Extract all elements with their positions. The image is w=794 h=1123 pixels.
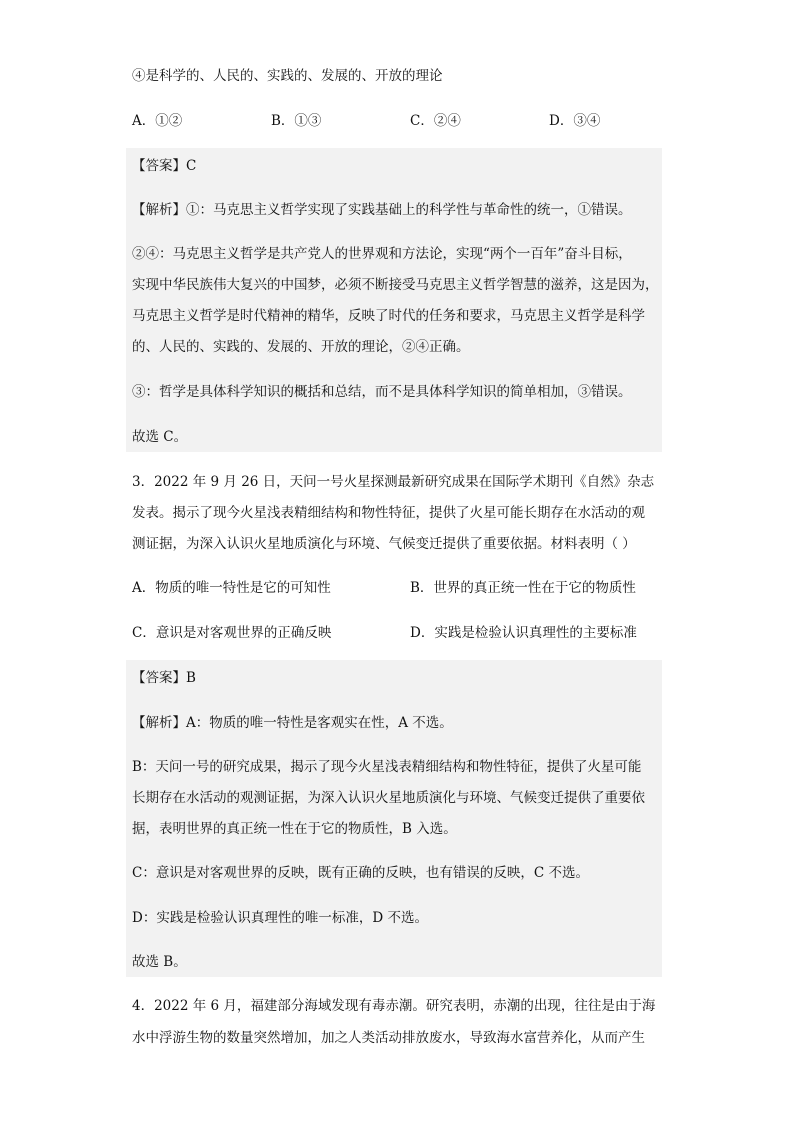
q2-analysis-line: 实现中华民族伟大复兴的中国梦，必须不断接受马克思主义哲学智慧的滋养，这是因为，: [132, 277, 659, 293]
q3-analysis-line: D：实践是检验认识真理性的唯一标准，D 不选。: [132, 910, 428, 926]
q2-choice-a[interactable]: A．①②: [132, 113, 183, 129]
q2-analysis-line: 的、人民的、实践的、发展的、开放的理论，②④正确。: [132, 339, 470, 355]
q3-stem-line: 发表。揭示了现今火星浅表精细结构和物性特征，提供了火星可能长期存在水活动的观: [132, 505, 645, 521]
q3-stem-line: 3．2022 年 9 月 26 日，天问一号火星探测最新研究成果在国际学术期刊《自然》杂志: [132, 474, 655, 490]
q3-conclusion: 故选 B。: [132, 954, 187, 970]
q2-option-4-statement: ④是科学的、人民的、实践的、发展的、开放的理论: [132, 68, 443, 84]
q3-answer: 【答案】B: [132, 670, 196, 686]
q3-stem-line: 测证据，为深入认识火星地质演化与环境、气候变迁提供了重要依据。材料表明（ ）: [132, 536, 636, 552]
q3-choice-b[interactable]: B．世界的真正统一性在于它的物质性: [410, 580, 636, 596]
q4-stem-line: 水中浮游生物的数量突然增加，加之人类活动排放废水，导致海水富营养化，从而产生: [132, 1030, 645, 1046]
q2-analysis-line: ③：哲学是具体科学知识的概括和总结，而不是具体科学知识的简单相加，③错误。: [132, 384, 632, 400]
q3-analysis-line: 长期存在水活动的观测证据，为深入认识火星地质演化与环境、气候变迁提供了重要依: [132, 790, 645, 806]
q3-choice-a[interactable]: A．物质的唯一特性是它的可知性: [132, 580, 331, 596]
q3-analysis-line: 【解析】A：物质的唯一特性是客观实在性，A 不选。: [132, 715, 453, 731]
q3-choice-c[interactable]: C．意识是对客观世界的正确反映: [132, 625, 332, 641]
q2-analysis-line: 马克思主义哲学是时代精神的精华，反映了时代的任务和要求，马克思主义哲学是科学: [132, 308, 645, 324]
q3-choice-d[interactable]: D．实践是检验认识真理性的主要标准: [410, 625, 637, 641]
answer-block-q2: [126, 148, 662, 452]
q2-choice-b[interactable]: B．①③: [271, 113, 322, 129]
q2-analysis-line: ②④：马克思主义哲学是共产党人的世界观和方法论，实现“两个一百年”奋斗目标，: [132, 246, 632, 262]
q3-analysis-line: 据，表明世界的真正统一性在于它的物质性，B 入选。: [132, 821, 457, 837]
q4-stem-line: 4．2022 年 6 月，福建部分海域发现有毒赤潮。研究表明，赤潮的出现，往往是由于海: [132, 998, 656, 1014]
q2-analysis-line: 【解析】①：马克思主义哲学实现了实践基础上的科学性与革命性的统一，①错误。: [132, 202, 632, 218]
q2-answer: 【答案】C: [132, 158, 197, 174]
q2-conclusion: 故选 C。: [132, 429, 188, 445]
q3-analysis-line: C：意识是对客观世界的反映，既有正确的反映，也有错误的反映，C 不选。: [132, 865, 589, 881]
q3-analysis-line: B：天问一号的研究成果，揭示了现今火星浅表精细结构和物性特征，提供了火星可能: [132, 759, 642, 775]
q2-choice-d[interactable]: D．③④: [549, 113, 601, 129]
q2-choice-c[interactable]: C．②④: [410, 113, 461, 129]
